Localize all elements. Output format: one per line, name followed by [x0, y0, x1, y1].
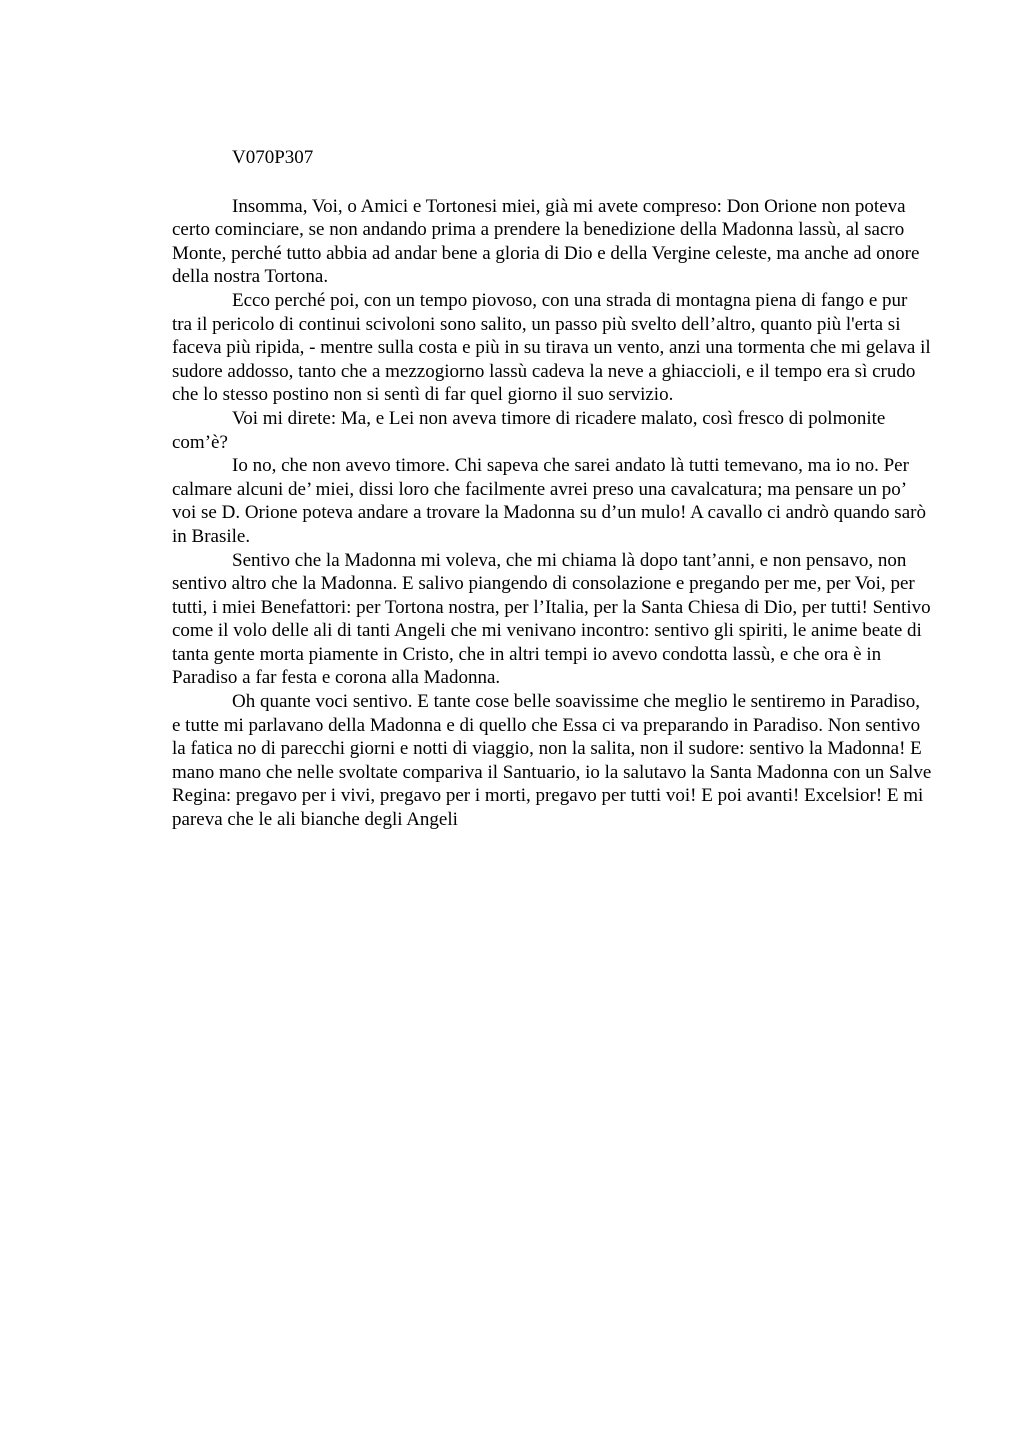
paragraph-5: Sentivo che la Madonna mi voleva, che mi chiama là dopo tant’anni, e non pensavo, non sentivo altro che la Madonna. E salivo piangendo di consolazione e pregando per me, per Voi, per tutti, i miei Benefattori: per Tortona nostra, per l’Italia, per la Santa Chiesa di Dio, per tutti! Sentivo come il volo delle ali di tanti Angeli che mi venivano incontro: sentivo gli spiriti, le anime beate di tanta gente morta piamente in Cristo, che in altri tempi io avevo condotta lassù, e che ora è in Paradiso a far festa e corona alla Madonna.	[172, 549, 931, 689]
paragraph-1: Insomma, Voi, o Amici e Tortonesi miei, già mi avete compreso: Don Orione non poteva certo cominciare, se non andando prima a prendere la benedizione della Madonna lassù, al sacro Monte, perché tutto abbia ad andar bene a gloria di Dio e della Vergine celeste, ma anche ad onore della nostra Tortona.	[172, 195, 920, 288]
paragraph-3: Voi mi direte: Ma, e Lei non aveva timore di ricadere malato, così fresco di polmonite com’è?	[172, 407, 886, 453]
paragraph-4: Io no, che non avevo timore. Chi sapeva che sarei andato là tutti temevano, ma io no. Per calmare alcuni de’ miei, dissi loro che facilmente avrei preso una cavalcatura; ma pensare un po’ voi se D. Orione poteva andare a trovare la Madonna su d’un mulo! A cavallo ci andrò quando sarò in Brasile.	[172, 455, 926, 547]
paragraph-2: Ecco perché poi, con un tempo piovoso, con una strada di montagna piena di fango e pur tra il pericolo di continui scivoloni sono salito, un passo più svelto dell’altro, quanto più l'erta si faceva più ripida, - mentre sulla costa e più in su tirava un vento, anzi una tormenta che mi gelava il sudore addosso, tanto che a mezzogiorno lassù cadeva la neve a ghiaccioli, e il tempo era sì crudo che lo stesso postino non si sentì di far quel giorno il suo servizio.	[172, 289, 931, 406]
document-body	[172, 146, 932, 832]
page-identifier: V070P307	[232, 147, 314, 168]
paragraph-6: Oh quante voci sentivo. E tante cose belle soavissime che meglio le sentiremo in Paradiso, e tutte mi parlavano della Madonna e di quello che Essa ci va preparando in Paradiso. Non sentivo la fatica no di parecchi giorni e notti di viaggio, non la salita, non il sudore: sentivo la Madonna! E mano mano che nelle svoltate compariva il Santuario, io la salutavo la Santa Madonna con un Salve Regina: pregavo per i vivi, pregavo per i morti, pregavo per tutti voi! E poi avanti! Excelsior! E mi pareva che le ali bianche degli Angeli	[172, 691, 932, 831]
